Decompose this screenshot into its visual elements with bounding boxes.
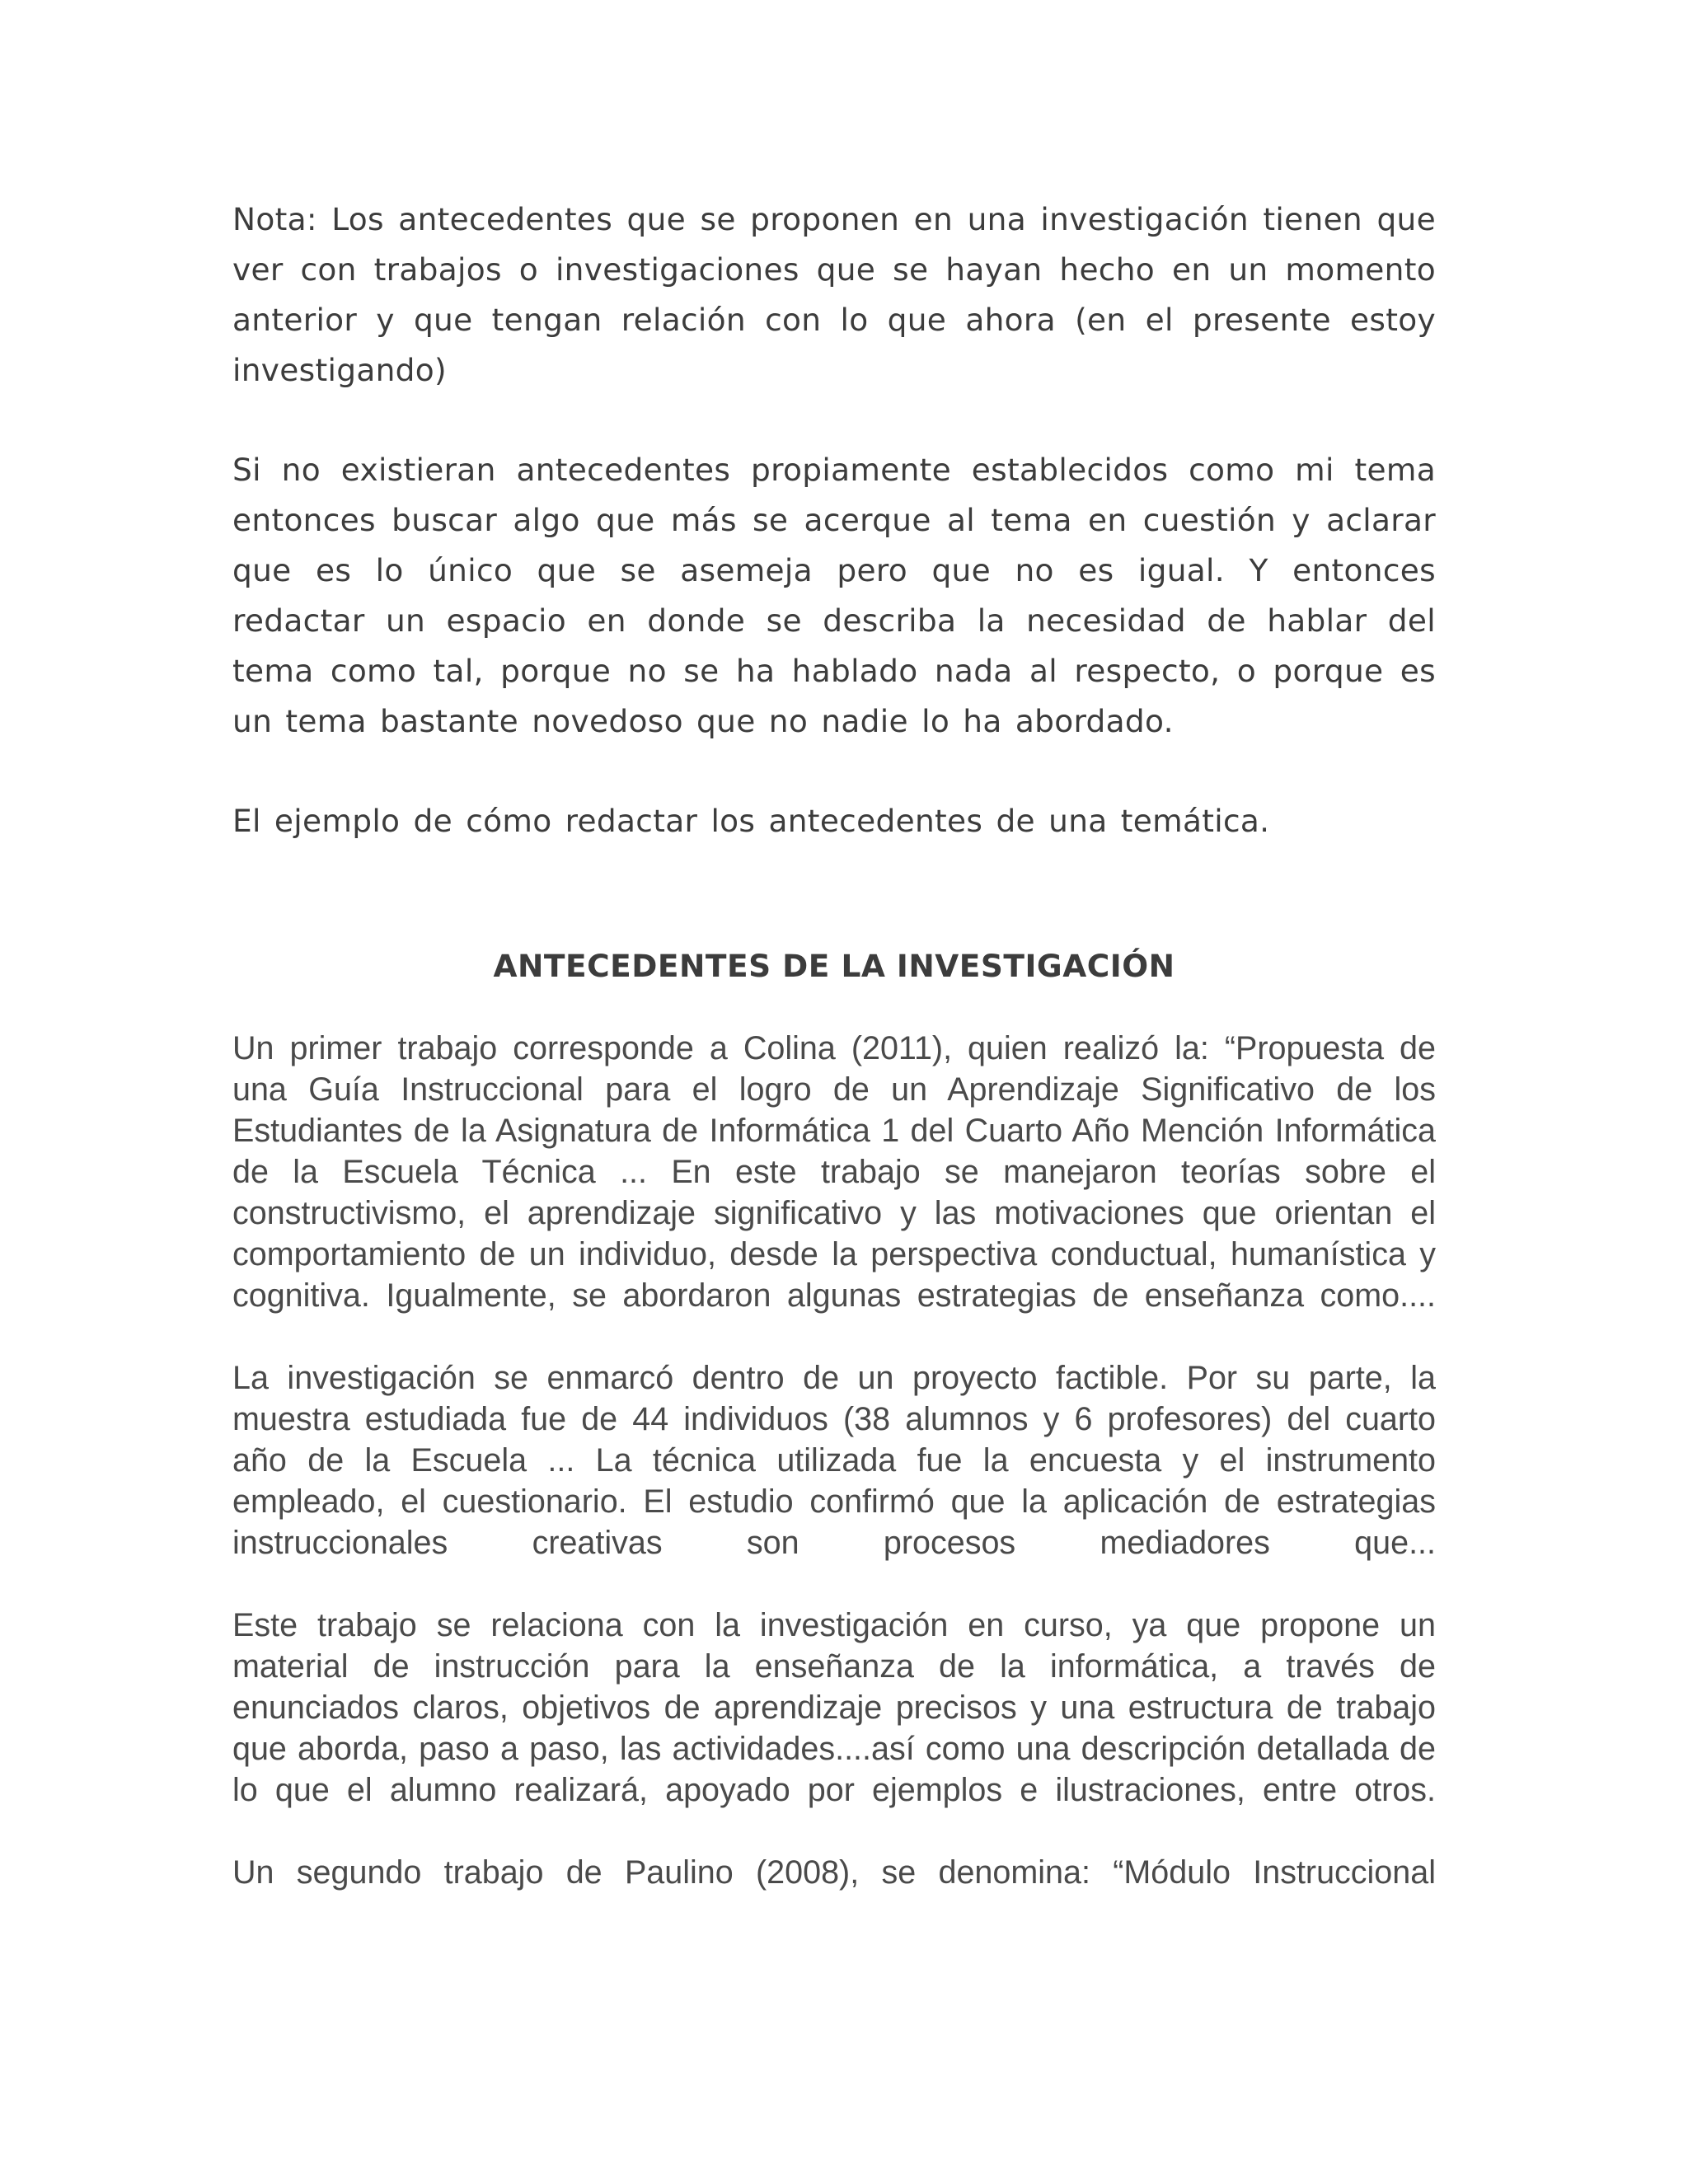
spacer: [232, 846, 1436, 945]
body-paragraph-3: Este trabajo se relaciona con la investigación en curso, ya que propone un material de instrucción para la enseñanza de la informática, a través de enunciados claros, objetivos de aprendizaje precisos y una estructura de trabajo que aborda, paso a paso, las actividades....así como una descripción detallada de lo que el alumno realizará, apoyado por ejemplos e ilustraciones, entre otros.: [232, 1607, 1436, 1808]
spacer: [232, 1563, 1436, 1605]
note-paragraph: Nota: Los antecedentes que se proponen en una investigación tienen que ver con trabajos o investigaciones que se hayan hecho en un momento anterior y que tengan relación con lo que ahora (en el presente estoy investigando): [232, 201, 1436, 388]
spacer: [232, 987, 1436, 1028]
example-intro: El ejemplo de cómo redactar los antecedentes de una temática.: [232, 803, 1270, 839]
page-content: [232, 194, 1436, 1893]
spacer: [232, 396, 1436, 445]
body-paragraph-2: La investigación se enmarcó dentro de un proyecto factible. Por su parte, la muestra estudiada fue de 44 individuos (38 alumnos y 6 profesores) del cuarto año de la Escuela ... La técnica utilizada fue la encuesta y el instrumento empleado, el cuestionario. El estudio confirmó que la aplicación de estrategias instruccionales creativas son procesos mediadores que...: [232, 1360, 1436, 1561]
body-paragraph-4: Un segundo trabajo de Paulino (2008), se denomina: “Módulo Instruccional: [232, 1854, 1436, 1891]
guidance-paragraph: Si no existieran antecedentes propiamente establecidos como mi tema entonces buscar algo que más se acerque al tema en cuestión y aclarar que es lo único que se asemeja pero que no es igual. Y entonces redactar un espacio en donde se describa la necesidad de hablar del tema como tal, porque no se ha hablado nada al respecto, o porque es un tema bastante novedoso que no nadie lo ha abordado.: [232, 452, 1436, 739]
spacer: [232, 747, 1436, 796]
body-paragraph-1: Un primer trabajo corresponde a Colina (2011), quien realizó la: “Propuesta de una Guía Instruccional para el logro de un Aprendizaje Significativo de los Estudiantes de la Asignatura de Informática 1 del Cuarto Año Mención Informática de la Escuela Técnica ... En este trabajo se manejaron teorías sobre el constructivismo, el aprendizaje significativo y las motivaciones que orientan el comportamiento de un individuo, desde la perspectiva conductual, humanística y cognitiva. Igualmente, se abordaron algunas estrategias de enseñanza como....: [232, 1030, 1436, 1314]
section-heading: ANTECEDENTES DE LA INVESTIGACIÓN: [493, 948, 1175, 984]
spacer: [232, 1811, 1436, 1852]
spacer: [232, 1316, 1436, 1357]
